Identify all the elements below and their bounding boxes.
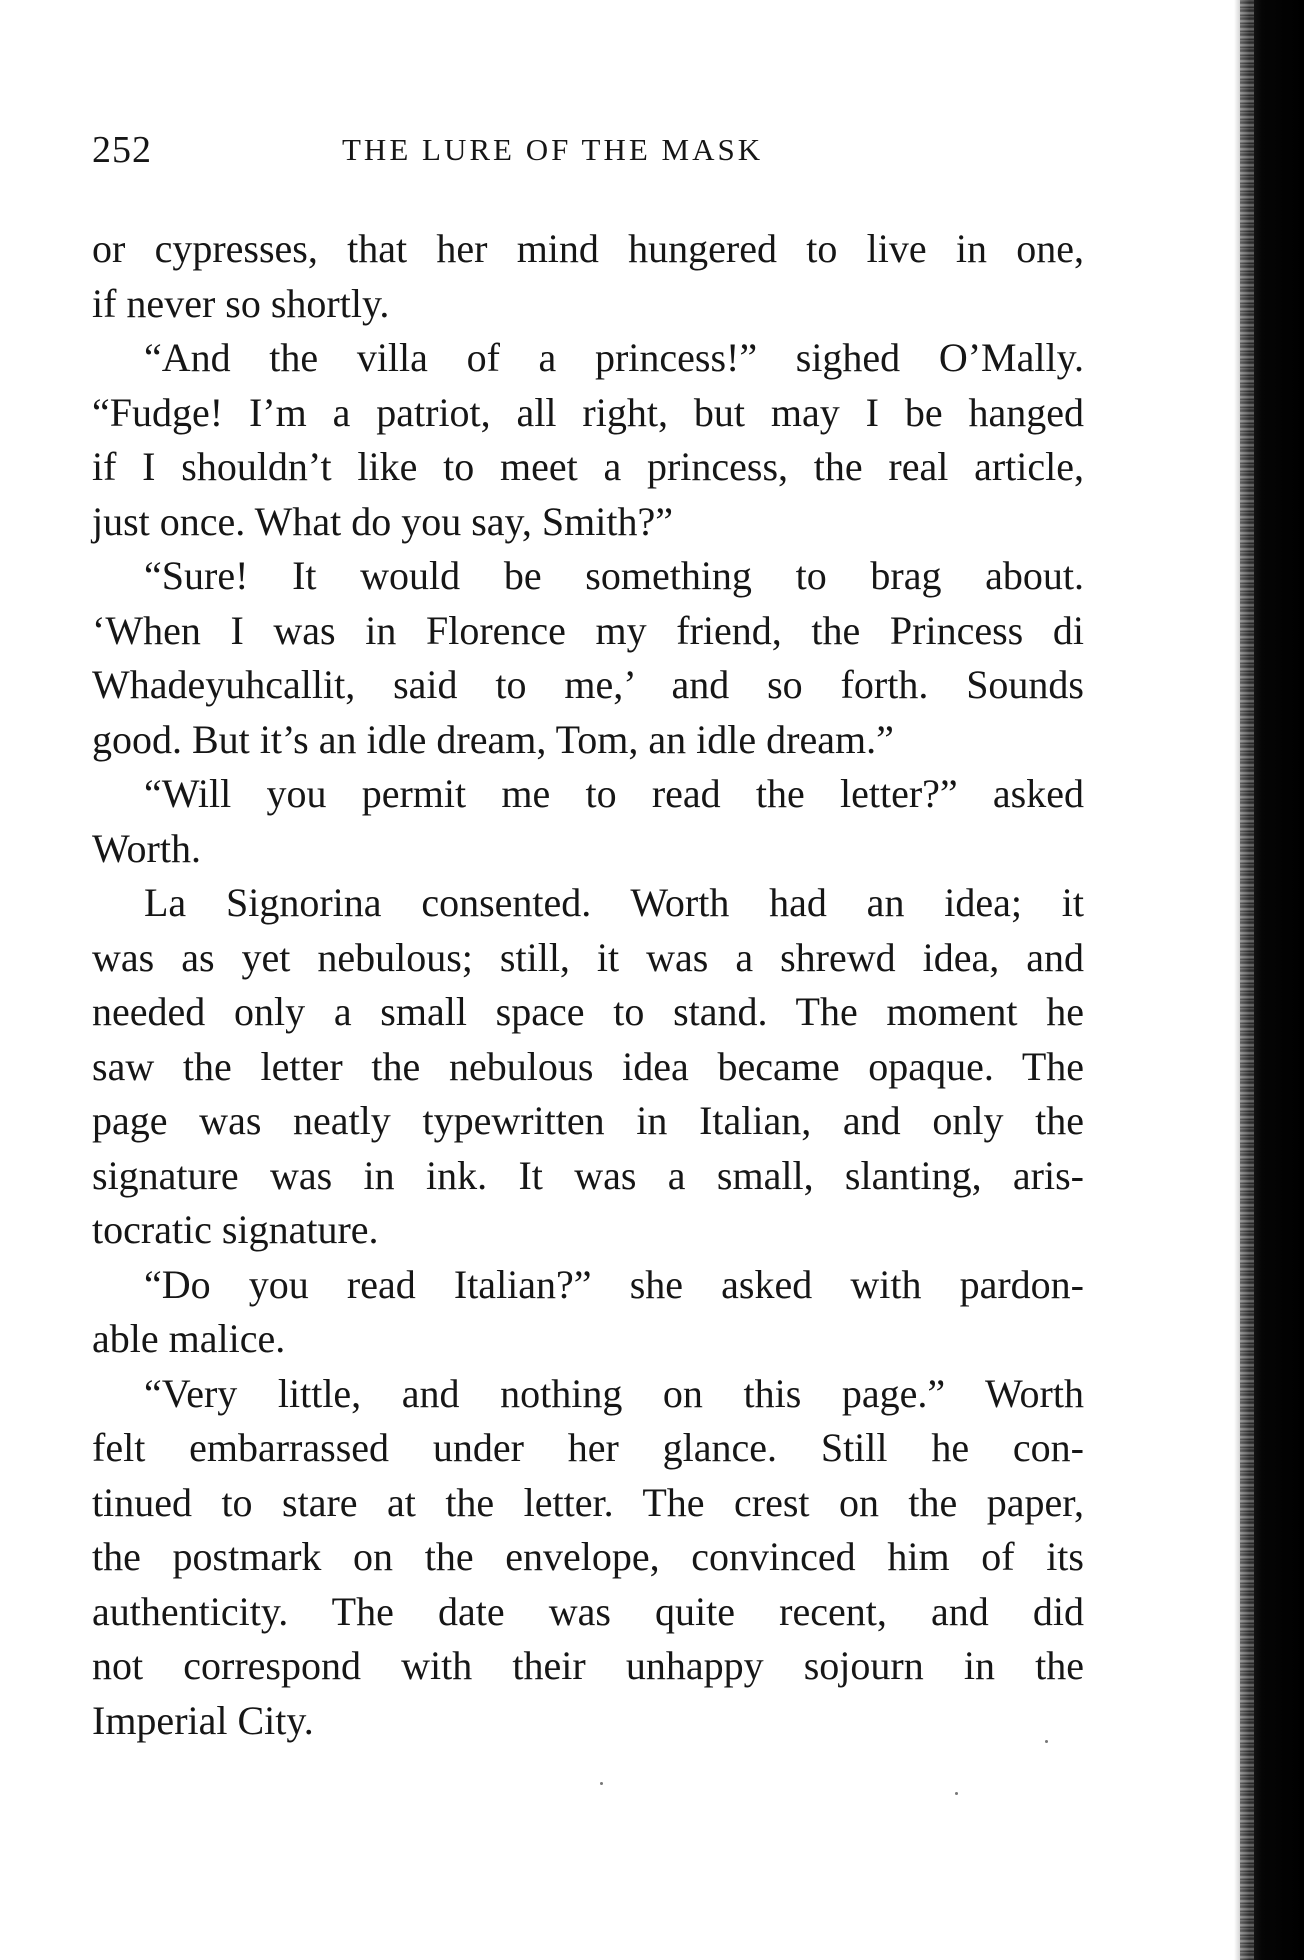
paragraph bbox=[92, 222, 1084, 331]
text-line: needed only a small space to stand. The moment he bbox=[92, 989, 1084, 1034]
scan-speck bbox=[955, 1792, 958, 1795]
text-line: ‘When I was in Florence my friend, the Princess di bbox=[92, 607, 1084, 653]
text-line: or cypresses, that her mind hungered to live in one, bbox=[92, 226, 1084, 271]
text-line: saw the letter the nebulous idea became opaque. The bbox=[92, 1043, 1084, 1089]
body-text bbox=[92, 222, 1084, 1748]
text-line: “Do you read Italian?” she asked with pardon- bbox=[144, 1261, 1084, 1307]
text-line: felt embarrassed under her glance. Still he con- bbox=[92, 1425, 1084, 1470]
text-line: good. But it’s an idle dream, Tom, an idle dream.” bbox=[92, 716, 894, 762]
text-line: Worth. bbox=[92, 825, 201, 871]
text-line: “Sure! It would be something to brag about. bbox=[144, 553, 1084, 598]
text-line: not correspond with their unhappy sojourn in the bbox=[92, 1643, 1084, 1688]
text-line: page was neatly typewritten in Italian, and only the bbox=[92, 1098, 1084, 1143]
book-title-header: THE LURE OF THE MASK bbox=[342, 132, 764, 167]
text-line: able malice. bbox=[92, 1316, 286, 1361]
page-binding-edge bbox=[1234, 0, 1304, 1960]
text-line: authenticity. The date was quite recent, and did bbox=[92, 1588, 1084, 1634]
running-head bbox=[92, 128, 1082, 178]
text-line: the postmark on the envelope, convinced him of its bbox=[92, 1534, 1084, 1579]
paragraph bbox=[92, 1367, 1084, 1749]
text-line: La Signorina consented. Worth had an idea; it bbox=[144, 880, 1084, 925]
text-line: if I shouldn’t like to meet a princess, the real article, bbox=[92, 444, 1084, 489]
paragraph bbox=[92, 767, 1084, 876]
page-number: 252 bbox=[92, 129, 152, 171]
text-line: tocratic signature. bbox=[92, 1207, 379, 1252]
text-line: Whadeyuhcallit, said to me,’ and so forth. Sounds bbox=[92, 662, 1084, 707]
text-line: signature was in ink. It was a small, slanting, aris- bbox=[92, 1152, 1084, 1198]
text-line: “Will you permit me to read the letter?” asked bbox=[144, 771, 1084, 816]
text-line: “Very little, and nothing on this page.” Worth bbox=[144, 1370, 1084, 1416]
text-line: Imperial City. bbox=[92, 1697, 314, 1743]
paragraph bbox=[92, 1258, 1084, 1367]
scan-speck bbox=[1045, 1740, 1048, 1743]
paragraph bbox=[92, 331, 1084, 549]
scan-speck bbox=[600, 1782, 603, 1785]
text-line: “Fudge! I’m a patriot, all right, but may I be hanged bbox=[92, 389, 1084, 435]
text-line: was as yet nebulous; still, it was a shrewd idea, and bbox=[92, 934, 1084, 980]
paragraph bbox=[92, 549, 1084, 767]
paragraph bbox=[92, 876, 1084, 1258]
text-line: tinued to stare at the letter. The crest on the paper, bbox=[92, 1479, 1084, 1525]
text-line: “And the villa of a princess!” sighed O’Mally. bbox=[144, 335, 1084, 380]
text-line: if never so shortly. bbox=[92, 280, 390, 326]
text-line: just once. What do you say, Smith?” bbox=[92, 498, 674, 544]
